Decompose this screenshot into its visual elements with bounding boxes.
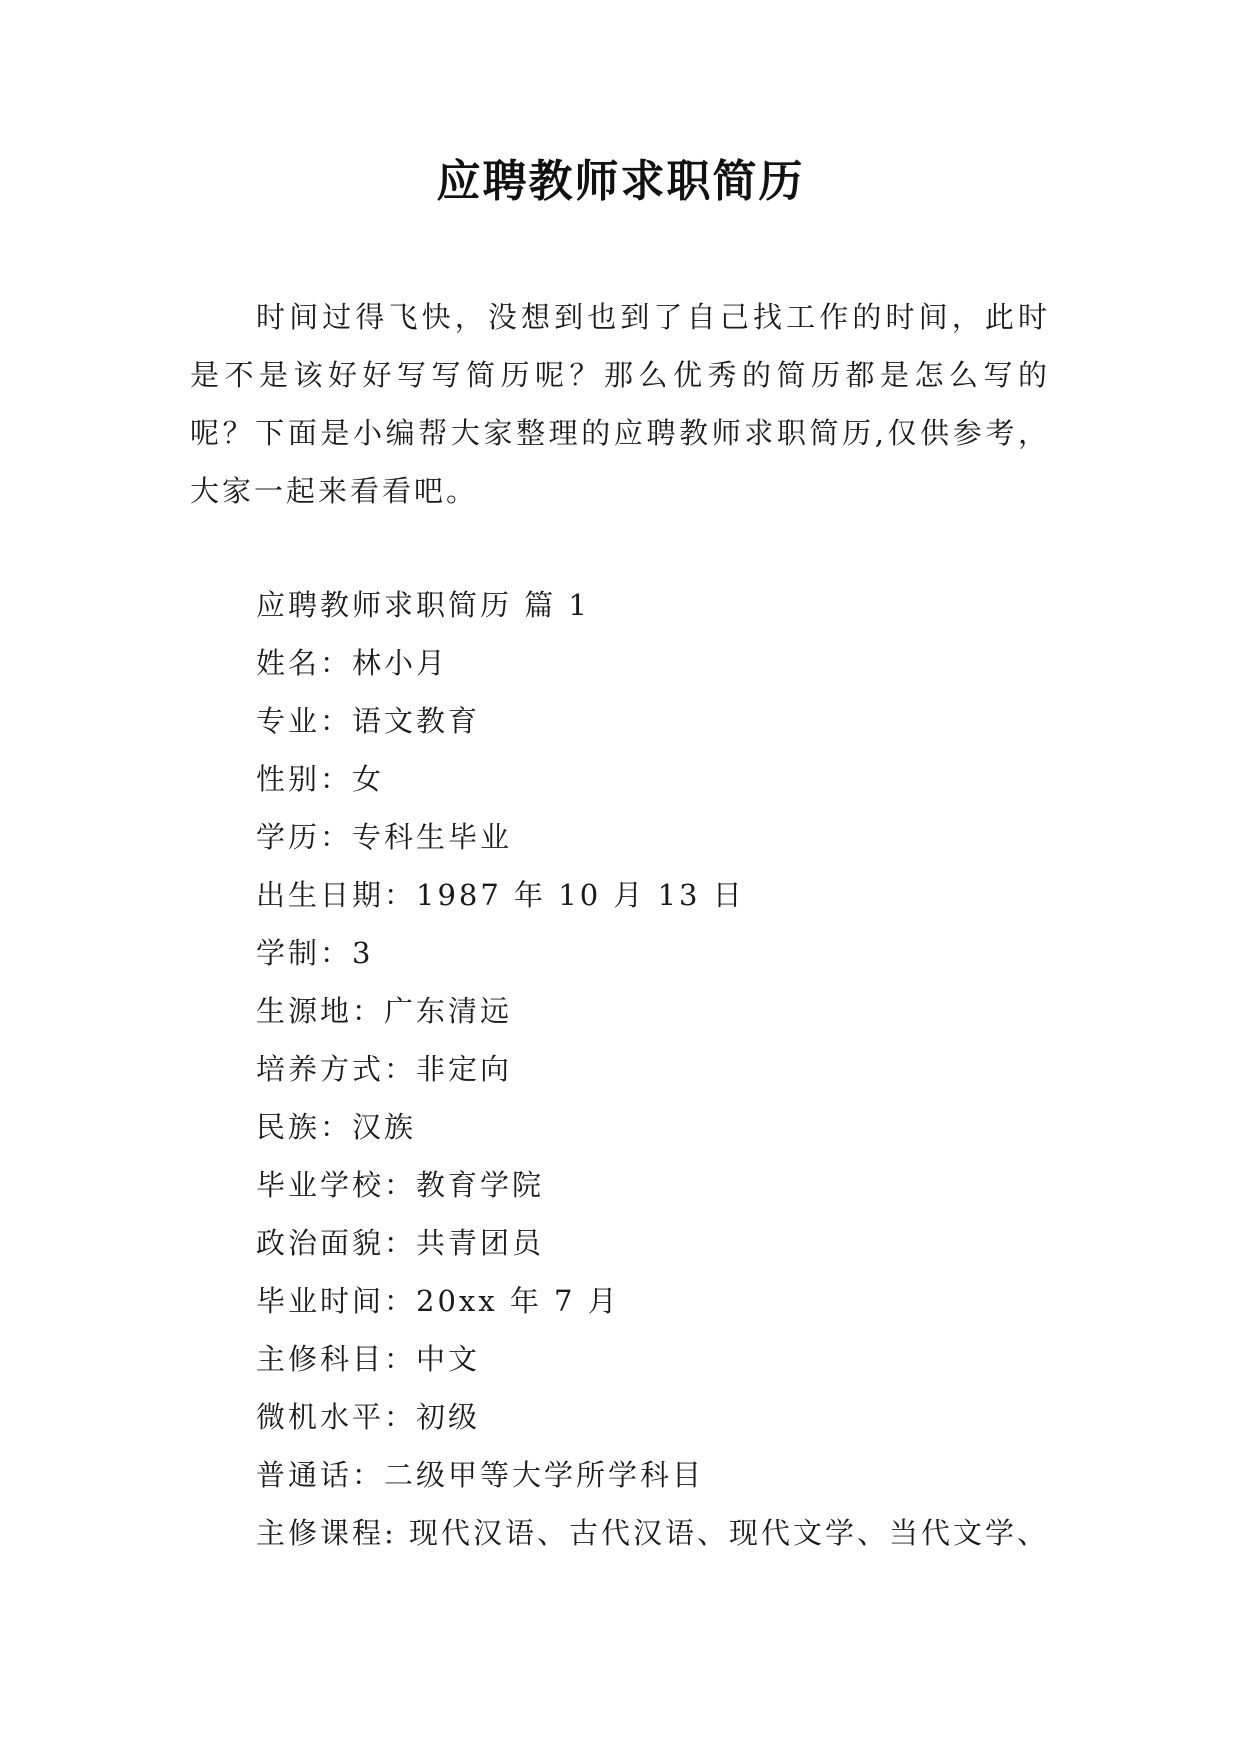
field-major-subject: 主修科目：中文 <box>256 1342 481 1376</box>
field-school: 毕业学校：教育学院 <box>256 1168 545 1202</box>
field-gender: 性别：女 <box>256 762 385 796</box>
field-training-mode: 培养方式：非定向 <box>256 1052 513 1086</box>
field-computer-level: 微机水平：初级 <box>256 1400 481 1434</box>
field-graduation-date: 毕业时间：20xx 年 7 月 <box>256 1284 620 1318</box>
field-main-courses: 主修课程: 现代汉语、古代汉语、现代文学、当代文学、 <box>256 1516 1049 1550</box>
field-major: 专业：语文教育 <box>256 704 481 738</box>
field-name: 姓名：林小月 <box>256 646 449 680</box>
field-birth-date: 出生日期：1987 年 10 月 13 日 <box>256 878 745 912</box>
field-origin: 生源地：广东清远 <box>256 994 513 1028</box>
field-education: 学历：专科生毕业 <box>256 820 513 854</box>
document-title: 应聘教师求职简历 <box>436 156 805 207</box>
field-ethnicity: 民族：汉族 <box>256 1110 417 1144</box>
resume-field-list <box>256 576 1116 1562</box>
field-political-status: 政治面貌：共青团员 <box>256 1226 545 1260</box>
field-study-length: 学制：3 <box>256 936 374 970</box>
field-mandarin-level: 普通话：二级甲等大学所学科目 <box>256 1458 705 1492</box>
intro-paragraph: 时间过得飞快，没想到也到了自己找工作的时间，此时是不是该好好写写简历呢？那么优秀的简历都是怎么写的呢？下面是小编帮大家整理的应聘教师求职简历,仅供参考，大家一起来看看吧。 <box>190 300 1050 508</box>
section-heading: 应聘教师求职简历 篇 1 <box>256 588 590 622</box>
